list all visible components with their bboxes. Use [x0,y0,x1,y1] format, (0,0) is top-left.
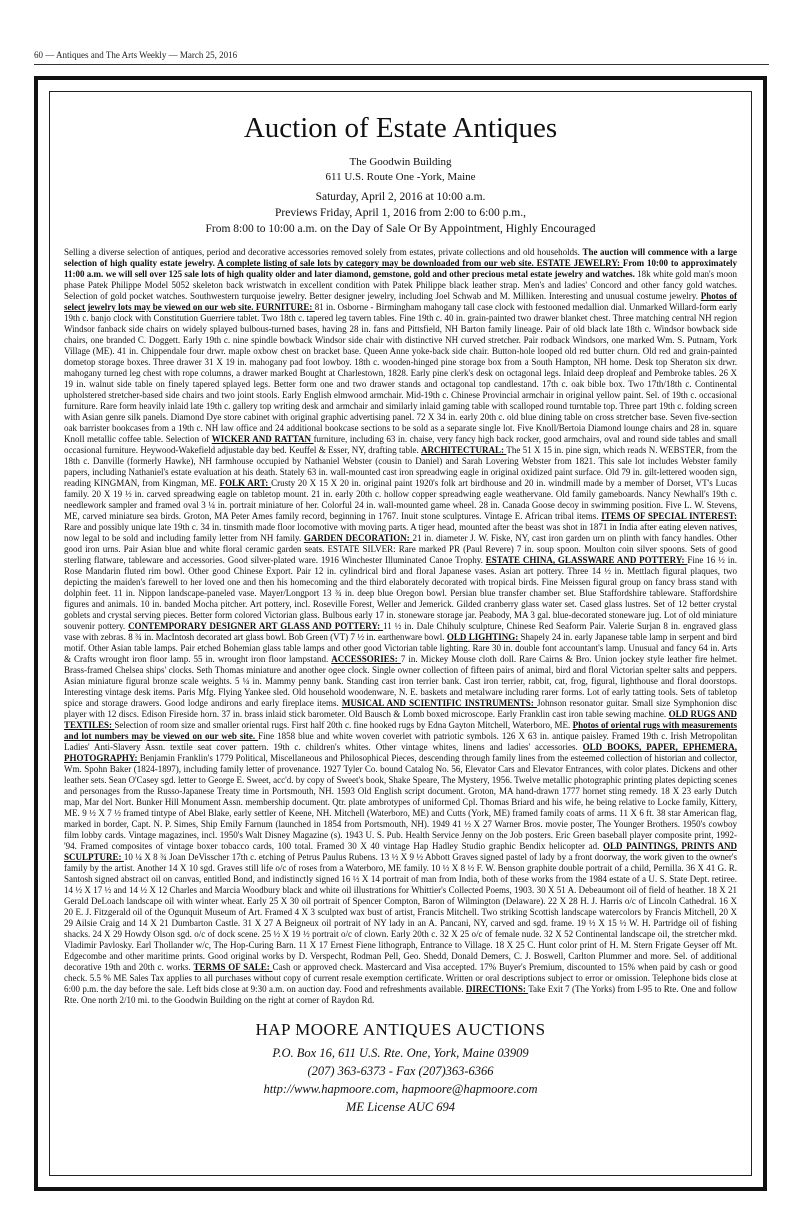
terms-text: Cash or approved check. Mastercard and Visa accepted. 17% Buyer's Premium, discounted to 15% when paid by cash or good check. 5.5 % ME Sales Tax applies to all purchases without copy of current resale exemption certificate. Written or oral descriptions subject to error or omission. Telephone bids close at 6:00 p.m. the day before the sale. Left bids close at 9:30 a.m. on auction day. Food and refreshments available. [64,962,737,994]
special-interest-heading: ITEMS OF SPECIAL INTEREST: [601,511,737,521]
rugs-web-link[interactable]: Photos of oriental rugs with measurements and lot numbers may be viewed on our web site. [64,720,737,741]
garden-text: 21 in. diameter J. W. Fiske, NY, cast iron garden urn on plinth with fancy handles. Other good iron urns. Pair Asian blue and white floral ceramic garden seats. [64,533,737,554]
jewelry-heading: ESTATE JEWELRY: [536,258,623,268]
lighting-text: Shapely 24 in. early Japanese table lamp in serpent and bird motif. Other Asian table lamps. Pair etched Bohemian glass table lamps and other good Victorian table lighting. Rare 30 in. double font accountant's lamp. Unusual and fancy 64 in. Arts & Crafts wrought iron floor lamp. 55 in. wrought iron floor lampstand. [64,632,737,664]
jewelry-web-link[interactable]: Photos of select jewelry lots may be viewed on our web site. [64,291,737,312]
rugs-text-2: Fine 1858 blue and white woven coverlet with patriotic symbols. 126 X 63 in. antique paisley. Framed 19th c. Irish Metropolitan Ladies' Anti-Slavery Assn. textile seat cover pattern. 19th c. children's whites. Other vintage whites, linens and ladies' accessories. [64,731,737,752]
architectural-text: The 51 X 15 in. pine sign, which reads N. WEBSTER, from the 18th c. Danville (formerly Hawke), NH farmhouse occupied by Nathaniel Webster (cousin to Daniel) and Sarah Lovering Webster from 1821. This sale lot includes Webster family papers, including Nathaniel's estate evaluation at his death. Stately 63 in. wall-mounted cast iron spreadwing eagle in original oxidized paint surface. Old 79 in. gilt-lettered wooden sign, reading KINGMAN, from Kingman, ME. [64,445,737,488]
preview-line-2: From 8:00 to 10:00 a.m. on the Day of Sale Or By Appointment, Highly Encouraged [205,223,596,235]
wicker-text: furniture, including 63 in. chaise, very fancy high back rocker, good armchairs, oval and round side tables and small occasional furniture. Heywood-Wakefield adjustable day bed. Keuffel & Esser, NY, drafting table. [64,434,738,455]
rugs-heading: OLD RUGS AND TEXTILES: [64,709,737,730]
directions-heading: DIRECTIONS: [465,984,529,994]
paintings-heading: OLD PAINTINGS, PRINTS AND SCULPTURE: [64,841,737,862]
garden-heading: GARDEN DECORATION: [303,533,413,543]
jewelry-text: 18k white gold man's moon phase Patek Philippe Model 5052 skeleton back wristwatch in excellent condition with Patek Philippe black leather strap. Men's and ladies' Concord and other fancy gold watches. Selection of gold pocket watches. Southwestern turquoise jewelry. Better designer jewelry, including Joel Schwab and M. Milliken. Interesting and unusual costume jewelry. [64,269,737,301]
accessories-text: 7 in. Mickey Mouse cloth doll. Rare Cairns & Bro. Union jockey style leather fire helmet. Brass-framed Chelsea ships' clocks. Seth Thomas miniature and another ogee clock. Single owner collection of fifteen pairs of animal, bird and floral Victorian spelter salts and peppers. Asian miniature figural bronze scale weights. 5 ¼ in. Mammy penny bank. Standing cast iron terrier bank. Cast iron terrier, rabbit, cat, frog, figural, lighthouse and floral doorstops. Interesting vintage desk items. Paris Mfg. Flying Yankee sled. Old household woodenware, N. E. baskets and metalware including rarer forms. Lot of early tatting tools. Sets of tabletop spice and storage drawers. Good lodge andirons and early fireplace items. [64,654,737,708]
intro-web-link[interactable]: A complete listing of sale lots by category may be downloaded from our web site. [217,258,537,268]
accessories-heading: ACCESSORIES: [331,654,401,664]
books-heading: OLD BOOKS, PAPER, EPHEMERA, PHOTOGRAPHY: [64,742,738,763]
lighting-heading: OLD LIGHTING: [446,632,521,642]
jewelry-bold: From 10:00 to approximately 11:00 a.m. we will sell over 125 sale lots of high quality older and later diamond, gemstone, gold and other precious metal estate jewelry and watches. [64,258,737,279]
ad-title: Auction of Estate Antiques [243,112,558,144]
directions-text: Take Exit 7 (The Yorks) from I-95 to Rte. One and follow Rte. One north 2/10 mi. to the Goodwin Building on the right at corner of Raydon Rd. [64,984,737,1005]
venue-name: The Goodwin Building [349,156,452,168]
folk-art-text: Crusty 20 X 15 X 20 in. original paint 1920's folk art birdhouse and 20 in. windmill made by a member of Dorset, VT's Lucas family. 20 X 19 ½ in. carved spreadwing eagle on tabletop mount. 21 in. early 20th c. hollow copper spreadwing eagle weathervane. Old family gameboards. Nancy Newhall's 19th c. needlework sampler and framed oval 3 ¼ in. portrait miniature of her. Colorful 24 in. wall-mounted game wheel. 28 in. Canada Goose decoy in swimming position. Five L. W. Stevens, ME, carved miniature sea birds. Groton, MA Peter Ames family record, beginning in 1767. Inuit stone sculptures. Vintage E. African tribal items. [64,478,737,521]
instruments-heading: MUSICAL AND SCIENTIFIC INSTRUMENTS: [341,698,537,708]
auction-date: Saturday, April 2, 2016 at 10:00 a.m. [315,191,486,203]
contemporary-glass-heading: CONTEMPORARY DESIGNER ART GLASS AND POTTERY: [128,621,384,631]
preview-line-1: Previews Friday, April 1, 2016 from 2:00 to 6:00 p.m., [275,207,526,219]
contemporary-glass-text: 11 ½ in. Dale Chihuly sculpture, Chinese Red Seaform Pair. Valerie Surjan 8 in. engraved glass vase with zebras. 8 ¾ in. MacIntosh decorated art glass bowl. Bob Green (VT) 7 ½ in. earthenware bowl. [64,621,738,642]
ad-inner-frame [49,91,752,1176]
furniture-heading: FURNITURE: [255,302,315,312]
header-rule [34,64,769,65]
intro-bold: The auction will commence with a large selection of high quality estate jewelry. [64,247,737,268]
paintings-text: 10 ¼ X 8 ¾ Joan DeVisscher 17th c. etching of Petrus Paulus Rubens. 13 ½ X 9 ½ Abbott Graves signed pastel of lady by a front doorway, the work given to the owner's family by the artist. Another 14 X 10 sgd. Graves still life o/c of roses from a Waterboro, ME family. 10 ½ X 8 ½ F. W. Benson graphite double portrait of a child, Pernilla. 36 X 41 G. R. Santosh signed abstract oil on canvas, entitled Bond, and indistinctly signed 16 ½ X 14 portrait of man from India, both of these works from the 1984 estate of a U. S. State Dept. retiree. 14 ½ X 17 ½ and 14 ½ X 12 Charles and Marcia Woodbury black and white oil illustrations for Whittier's Collected Poems, 1903. 30 X 51 A. Debeaumont oil of field of heather. 18 X 21 Gerald DeLoach landscape oil with winter wheat. Early 25 X 30 oil portrait of Spencer Compton, Baron of Wilmington (Delaware). 22 X 28 H. J. Harris o/c of Lincoln Cathedral. 16 X 20 E. J. Fitzgerald oil of the Ogunquit Museum of Art. Framed 4 X 3 sculpted wax bust of artist, Francis Mitchell. Two striking Scottish landscape watercolors by Francis Mitchell, 20 X 29 Ailsie Craig and 14 X 21 Dumbarton Castle. 31 X 27 A Beigneux oil portrait of NY lady in an A. Pancani, NY, carved and sgd. frame. 19 ½ X 15 ½ W. H. Partridge oil of fishing shacks. 24 X 29 Howdy Olson sgd. o/c of dock scene. 25 ½ X 19 ½ portrait o/c of clown. Early 20th c. 32 X 25 o/c of female nude. 32 X 52 Continental landscape oil, the stretcher mkd. Vladimir Pavlosky. Earl Thollander w/c, The Hop-Curing Barn. 11 X 17 Ernest Fiene lithograph, Entrance to Village. 18 X 25 C. Hunt color print of H. M. Stern Frigate Geyser off Mt. Edgecombe and other maritime prints. Good original works by D. Verspecht, Rodman Pell, Geo. Shedd, Donald Demers, C. J. Boswell, Carlton Plummer and more. Sel. of additional decorative 19th and 20th c. works. [64,852,737,972]
company-address: P.O. Box 16, 611 U.S. Rte. One, York, Maine 03909 [272,1046,529,1060]
company-name: HAP MOORE ANTIQUES AUCTIONS [255,1020,546,1039]
architectural-heading: ARCHITECTURAL: [421,445,507,455]
terms-heading: TERMS OF SALE: [193,962,273,972]
books-text: Benjamin Franklin's 1779 Political, Miscellaneous and Philosophical Pieces, descending through family lines from the esteemed collection of historian and collector, Wm. Spohn Baker (1824-1897), including family letter of provenance. 1927 Tyler Co. bound Catalog No. 56, Elevator Cars and Elevator Entrances, with color plates. Dickens and other leather sets. Sean O'Casey sgd. letter to George E. Sweet, acc'd. by copy of Sweet's book, Shake Speare, The Mystery, 1956. Twelve metallic photographic printing plates depicting scenes and personages from the Russo-Japanese Treaty time in Portsmouth, NH. 1593 Old English script document. Groton, MA hand-drawn 1777 hornet sting remedy. 18 X 23 early Dutch map, Mar del Nort. Bunker Hill Monument Assn. membership document. Qtr. plate ambrotypes of uniformed Cpl. Thomas Briard and his wife, he being relative to Locke family, Kittery, ME. 9 ½ X 7 ½ framed tintype of Abel Blake, early settler of Keene, NH. Mitchell (Waterboro, ME) and Cutts (York, ME) framed family coats of arms. 11 X 6 ft. 38 star American flag, marked in border, Capt. N. P. Simes, Ship Emily Farnum (launched in 1854 from Portsmouth, NH). 1949 41 ½ X 27 Warner Bros. movie poster, The Younger Brothers. 1950's cowboy film lobby cards. Vintage magazines, incl. 1950's Walt Disney Magazine (s). 1943 U. S. Pub. Health Service Jenny on the Job posters. Eric Green baseball player composite print, 1992-'94. Framed composites of vintage boxer tobacco cards, 100 total. Framed 30 X 40 vintage Hap Hadley Studio graphic Bendix helicopter ad. [64,753,737,851]
auction-advertisement [34,76,767,1191]
auctioneer-footer [64,1020,737,1116]
lot-description-body [64,247,737,1006]
special-interest-text: Rare and possibly unique late 19th c. 34 in. tinsmith made floor locomotive with moving parts. A tiger head, mounted after the beast was shot in 1871 in India after eating eleven natives, now legal to be sold and including family letter from NH family. [64,522,737,543]
venue-address: 611 U.S. Route One -York, Maine [325,171,476,183]
company-phone: (207) 363-6373 - Fax (207)363-6366 [307,1064,494,1078]
company-web-email[interactable]: http://www.hapmoore.com, hapmoore@hapmoore.com [263,1082,538,1096]
china-heading: ESTATE CHINA, GLASSWARE AND POTTERY: [485,555,688,565]
intro-text: Selling a diverse selection of antiques, period and decorative accessories removed solely from estates, private collections and old households. [64,247,583,257]
running-head: 60 — Antiques and The Arts Weekly — March 25, 2016 [34,50,238,60]
rugs-text: Selection of room size and smaller oriental rugs. First half 20th c. fine hooked rugs by Edna Gayton Mitchell, Waterboro, ME. [114,720,573,730]
silver-text: ESTATE SILVER: Rare marked PR (Paul Revere) 7 in. soup spoon. Moulton coin silver spoons. Sets of good sterling flatware, tableware and accessories. Good silver-plated ware. 1916 Winchester Illuminated Canoe Trophy. [64,544,737,565]
china-text: Fine 16 ½ in. Rose Mandarin fluted rim bowl. Other good Chinese Export. Pair 12 in. cylindrical bird and floral Japanese vases. Asian art pottery. Three 14 ½ in. Mettlach figural plaques, two depicting the maiden's farewell to her loved one and then his homecoming and the third elaborately decorated with tropical birds. Fine Meissen figural group on fancy brass stand with dolphin feet. 11 in. Nippon landscape-paneled vase. Mayer/Longport 13 ¾ in. deep blue Oregon bowl. Persian blue transfer chamber set. Blue Staffordshire tableware. Staffordshire figures and animals. 10 in. banded Mocha pitcher. Art pottery, incl. Roseville Forest, Weller and Jemerick. Gilded cranberry glass water set. Cased glass lustres. Set of 12 better crystal goblets and crystal serving pieces. Better form colored Victorian glass. Bulbous early 17 in. stoneware storage jar. Peabody, MA 3 gal. blue-decorated stoneware jug. Lot of old miniature souvenir pottery. [64,555,737,631]
instruments-text: Johnson resonator guitar. Small size Symphonion disc player with 12 discs. Edison Fireside horn. 37 in. brass inlaid stick barometer. Old Bausch & Lomb boxed microscope. Early Franklin cast iron table sewing machine. [64,698,737,719]
folk-art-heading: FOLK ART: [219,478,272,488]
wicker-heading: WICKER AND RATTAN [211,434,314,444]
company-license: ME License AUC 694 [345,1100,456,1114]
furniture-text: 81 in. Osborne - Birmingham mahogany tall case clock with festooned medallion dial. Unmarked Willard-form early 19th c. banjo clock with Constitution Guerriere tablet. Two 18th c. tapered leg tavern tables. Fine 19th c. 40 in. grain-painted two drawer blanket chest. Three matching central NH region Windsor fanback side chairs on widely splayed bulbous-turned bases, having 28 in. fans and Pittsfield, NH Barton family lineage. Pair of old black late 18th c. Windsor bowback side chairs, one branded C. Doggett. Early 19th c. nine spindle bowback Windsor side chair with distinctive NH curved stretcher. Pair rodback Windsors, one marked Wm. S. Putnam, York Village (ME). 41 in. Chippendale four drwr. maple oxbow chest on bracket base. Queen Anne yoke-back side chair. Button-hole looped old red butter churn. Old red and grain-painted dometop storage boxes. Three drawer 31 X 19 in. mahogany pad foot lowboy. 18th c. wooden-hinged pine storage box from a South Hampton, NH home. Desk top Sheraton six drwr. mahogany turned leg chest with rope columns, a drawer marked Bought at Charlestown, 1828. Early pine clerk's desk on octagonal legs. Inlaid deep dropleaf and Pembroke tables. 26 X 19 in. walnut side table on finely tapered splayed legs. Better form one and two drawer stands and octagonal top candlestand. 17th c. oak bible box. Two 17th/18th c. Continental upholstered stretcher-based side chairs and two joint stools. Early English elmwood armchair. Mid-19th c. Chinese Provincial armchair in original yellow paint. Sel. of 19th c. occasional furniture. Rare form heavily inlaid late 19th c. gallery top writing desk and armchair and similarly inlaid gaming table with scalloped round turntable top. Three part 19th c. folding screen with Asian genre silk panels. Diamond Dye store cabinet with original graphic advertising panel. 72 X 34 in. early 20th c. old blue dining table on cross stretcher base. Seven five-section oak barrister bookcases from a 19th c. NH law office and 24 additional bookcase sections to be sold as a separate single lot. Five Knoll/Bertoia Diamond lounge chairs and 28 in. square Knoll metallic coffee table. Selection of [64,302,737,444]
